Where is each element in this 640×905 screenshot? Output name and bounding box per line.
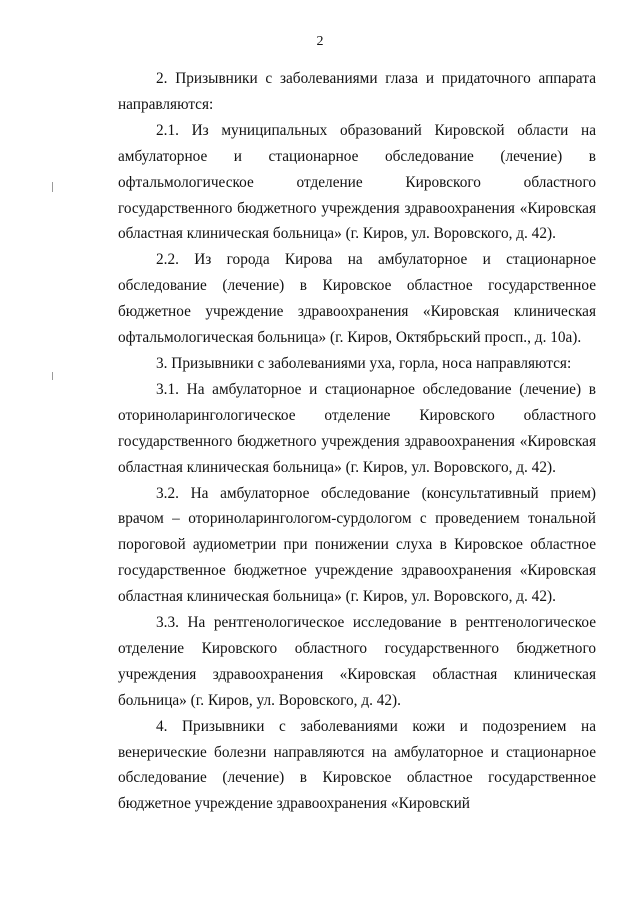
paragraph-3: 3. Призывники с заболеваниями уха, горла, носа направляются: (156, 354, 572, 372)
scan-margin-mark (52, 372, 53, 380)
paragraph-2-2: 2.2. Из города Кирова на амбулаторное и стационарное обследование (лечение) в Кировское областное государственное бюджетное учреждение здравоохранения «Кировская клиническая офтальмологическая больница» (г. Киров, Октябрьский просп., д. 10а). (118, 251, 596, 347)
scan-margin-mark (52, 182, 53, 192)
paragraph-4: 4. Призывники с заболеваниями кожи и подозрением на венерические болезни направляются на амбулаторное и стационарное обследование (лечение) в Кировское областное государственное бюджетное учреждение здравоохранения «Кировский (118, 717, 596, 813)
document-body (118, 66, 596, 817)
page-number: 2 (316, 34, 324, 49)
paragraph-3-2: 3.2. На амбулаторное обследование (консультативный прием) врачом – оториноларингологом-сурдологом с проведением тональной пороговой аудиометрии при понижении слуха в Кировское областное государственное бюджетное учреждение здравоохранения «Кировская областная клиническая больница» (г. Киров, ул. Воровского, д. 42). (118, 484, 596, 606)
paragraph-2-1: 2.1. Из муниципальных образований Кировской области на амбулаторное и стационарное обследование (лечение) в офтальмологическое отделение Кировского областного государственного бюджетного учреждения здравоохранения «Кировская областная клиническая больница» (г. Киров, ул. Воровского, д. 42). (118, 121, 596, 243)
paragraph-3-1: 3.1. На амбулаторное и стационарное обследование (лечение) в оториноларингологическое отделение Кировского областного государственного бюджетного учреждения здравоохранения «Кировская областная клиническая больница» (г. Киров, ул. Воровского, д. 42). (118, 380, 596, 476)
paragraph-2: 2. Призывники с заболеваниями глаза и придаточного аппарата направляются: (118, 70, 596, 113)
paragraph-3-3: 3.3. На рентгенологическое исследование в рентгенологическое отделение Кировского областного государственного бюджетного учреждения здравоохранения «Кировская областная клиническая больница» (г. Киров, ул. Воровского, д. 42). (118, 614, 596, 709)
